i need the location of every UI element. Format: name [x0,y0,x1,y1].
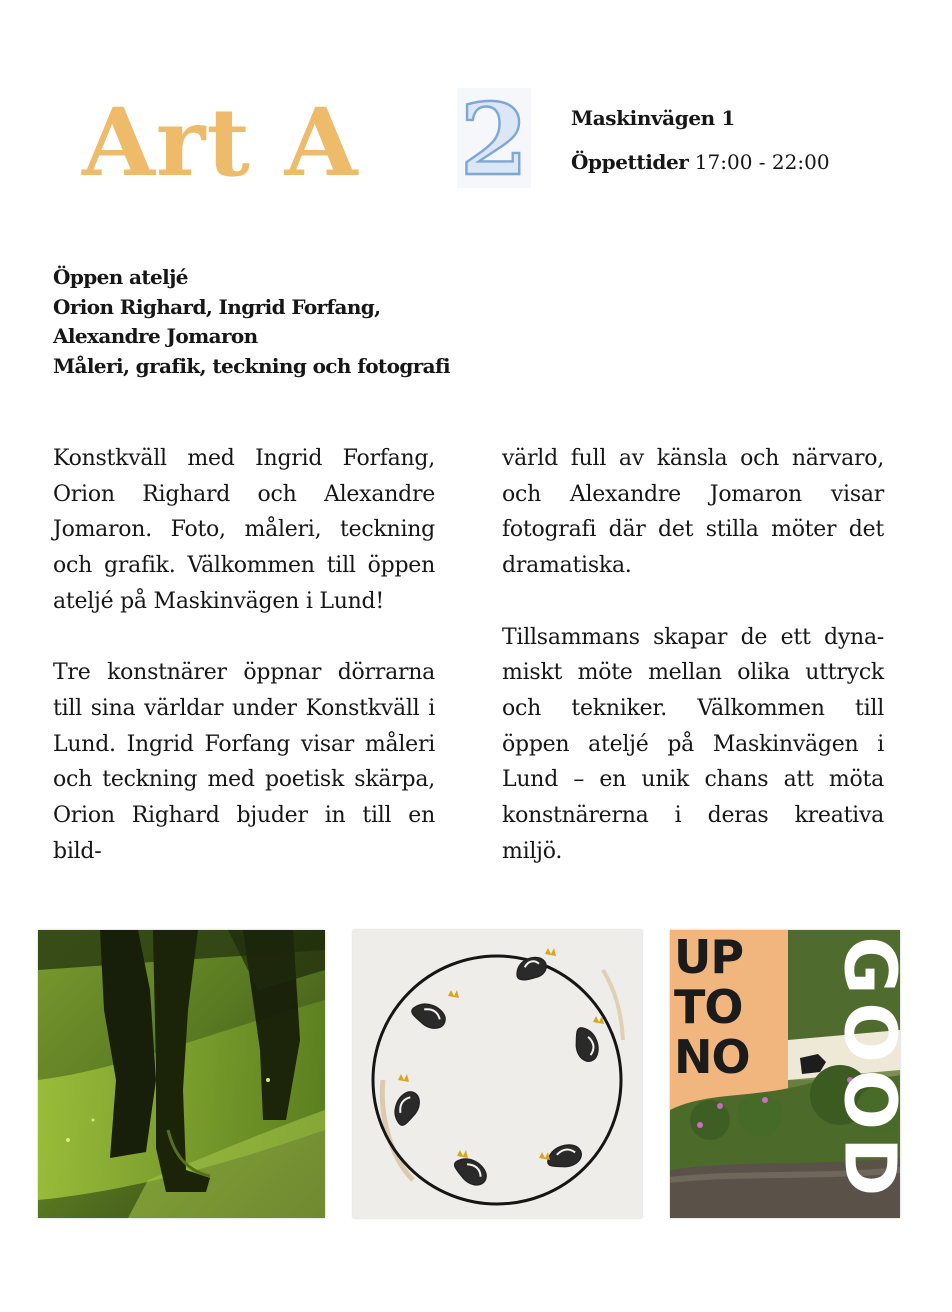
hours-label: Öppettider [571,150,689,174]
body-paragraph-4: Tillsammans skapar de ett dyna-miskt möte mellan olika uttryck och tekniker. Välkommen till öppen ateljé på Maskinvägen i Lund – en unik chans att möta konstnärerna i deras kreativa miljö. [502,624,884,864]
event-summary [53,263,450,381]
art3-good-letter-2: O [828,1002,912,1063]
body-paragraph-2: Tre konstnärer öppnar dörrarna till sina världar under Konstkväll i Lund. Ingrid Forfang visar måleri och teckning med poetisk skärpa, Orion Righard bjuder in till en bild- [53,660,435,864]
art3-good-letter-1: G [828,936,912,995]
art3-word-3: NO [674,1030,750,1084]
artwork-photo-up-to-no-good [670,930,912,1218]
event-type: Öppen ateljé [53,265,188,289]
art3-good-vertical [754,930,912,1218]
artwork-circle-drawing [353,930,642,1218]
body-paragraph-3: värld full av känsla och närvaro, och Alexandre Jomaron visar fotografi där det stilla möter det dramatiska. [502,446,884,579]
body-column-left [53,441,435,869]
address: Maskinvägen 1 [571,106,735,130]
venue-title: Art A [82,88,359,198]
art3-good-letter-4: D [828,1137,912,1197]
hours-value: 17:00 - 22:00 [694,150,830,174]
art3-good-letter-3: O [828,1069,912,1130]
body-paragraph-1: Konstkväll med Ingrid Forfang, Orion Righard och Alexandre Jomaron. Foto, måleri, teckning och grafik. Välkommen till öppen ateljé på Maskinvägen i Lund! [53,446,435,614]
stop-number: 2 [459,88,529,188]
disciplines: Måleri, grafik, teckning och fotografi [53,353,450,378]
artists-line-1: Orion Righard, Ingrid Forfang, [53,294,381,319]
body-column-right [502,441,884,869]
stop-number-badge [457,88,531,188]
venue-info [571,108,830,172]
art3-word-1: UP [674,930,744,984]
artists-line-2: Alexandre Jomaron [53,324,258,348]
opening-hours [571,152,830,172]
art3-word-2: TO [674,980,743,1034]
artwork-gallery [0,930,952,1220]
artwork-photo-boots [38,930,325,1218]
